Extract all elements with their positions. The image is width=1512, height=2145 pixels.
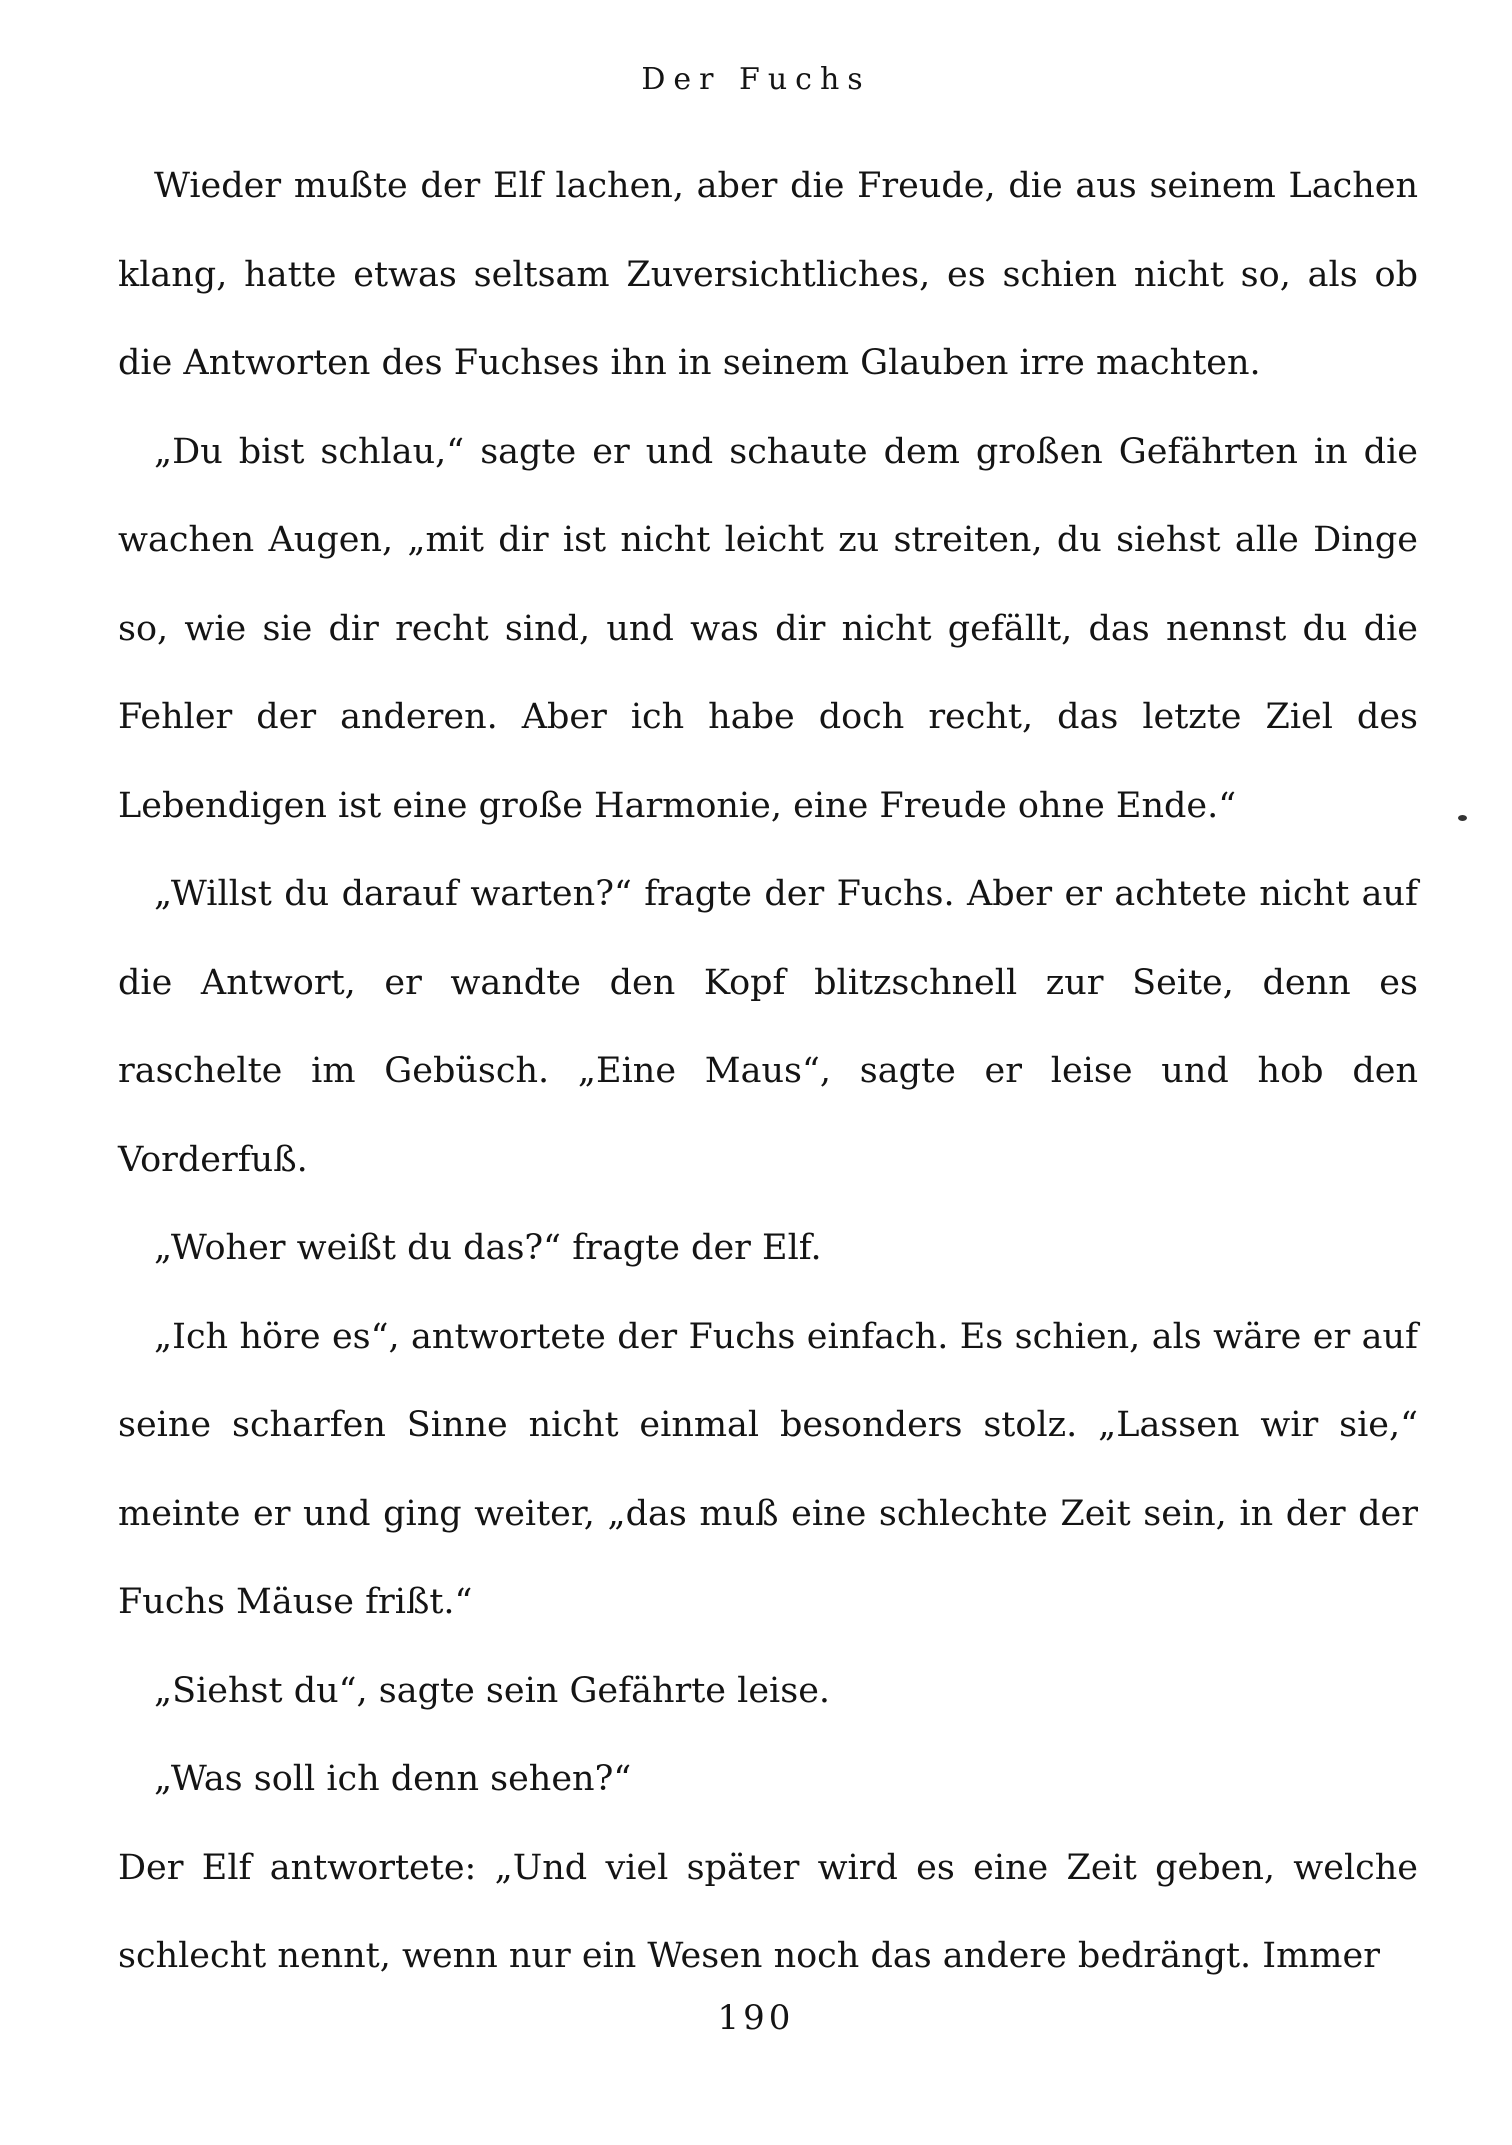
paragraph: „Woher weißt du das?“ fragte der Elf. [154, 1228, 822, 1268]
ink-speck [1458, 815, 1467, 821]
paragraph: „Was soll ich denn sehen?“ [154, 1759, 632, 1799]
paragraph: Wieder mußte der Elf lachen, aber die Freude, die aus seinem Lachen klang, hatte etwas seltsam Zuversichtliches, es schien nicht so, als ob die Antworten des Fuchses ihn in seinem Glauben irre machten. [118, 166, 1418, 383]
paragraph: Der Elf antwortete: „Und viel später wird es eine Zeit geben, welche schlecht nennt, wenn nur ein Wesen noch das andere bedrängt. Immer [118, 1847, 1418, 1976]
paragraph: „Willst du darauf warten?“ fragte der Fuchs. Aber er achtete nicht auf die Antwort, er wandte den Kopf blitzschnell zur Seite, denn es raschelte im Gebüsch. „Eine Maus“, sagte er leise und hob den Vorderfuß. [118, 874, 1418, 1180]
paragraph: „Siehst du“, sagte sein Gefährte leise. [154, 1670, 831, 1711]
body-text [118, 142, 1418, 2001]
page-number: 190 [717, 1998, 795, 2038]
paragraph: „Du bist schlau,“ sagte er und schaute dem großen Gefährten in die wachen Augen, „mit dir ist nicht leicht zu streiten, du siehst alle Dinge so, wie sie dir recht sind, und was dir nicht gefällt, das nennst du die Fehler der anderen. Aber ich habe doch recht, das letzte Ziel des Lebendigen ist eine große Harmonie, eine Freude ohne Ende.“ [118, 431, 1418, 826]
paragraph: „Ich höre es“, antwortete der Fuchs einfach. Es schien, als wäre er auf seine scharfen Sinne nicht einmal besonders stolz. „Lassen wir sie,“ meinte er und ging weiter, „das muß eine schlechte Zeit sein, in der der Fuchs Mäuse frißt.“ [118, 1316, 1418, 1622]
running-title: Der Fuchs [641, 62, 871, 97]
